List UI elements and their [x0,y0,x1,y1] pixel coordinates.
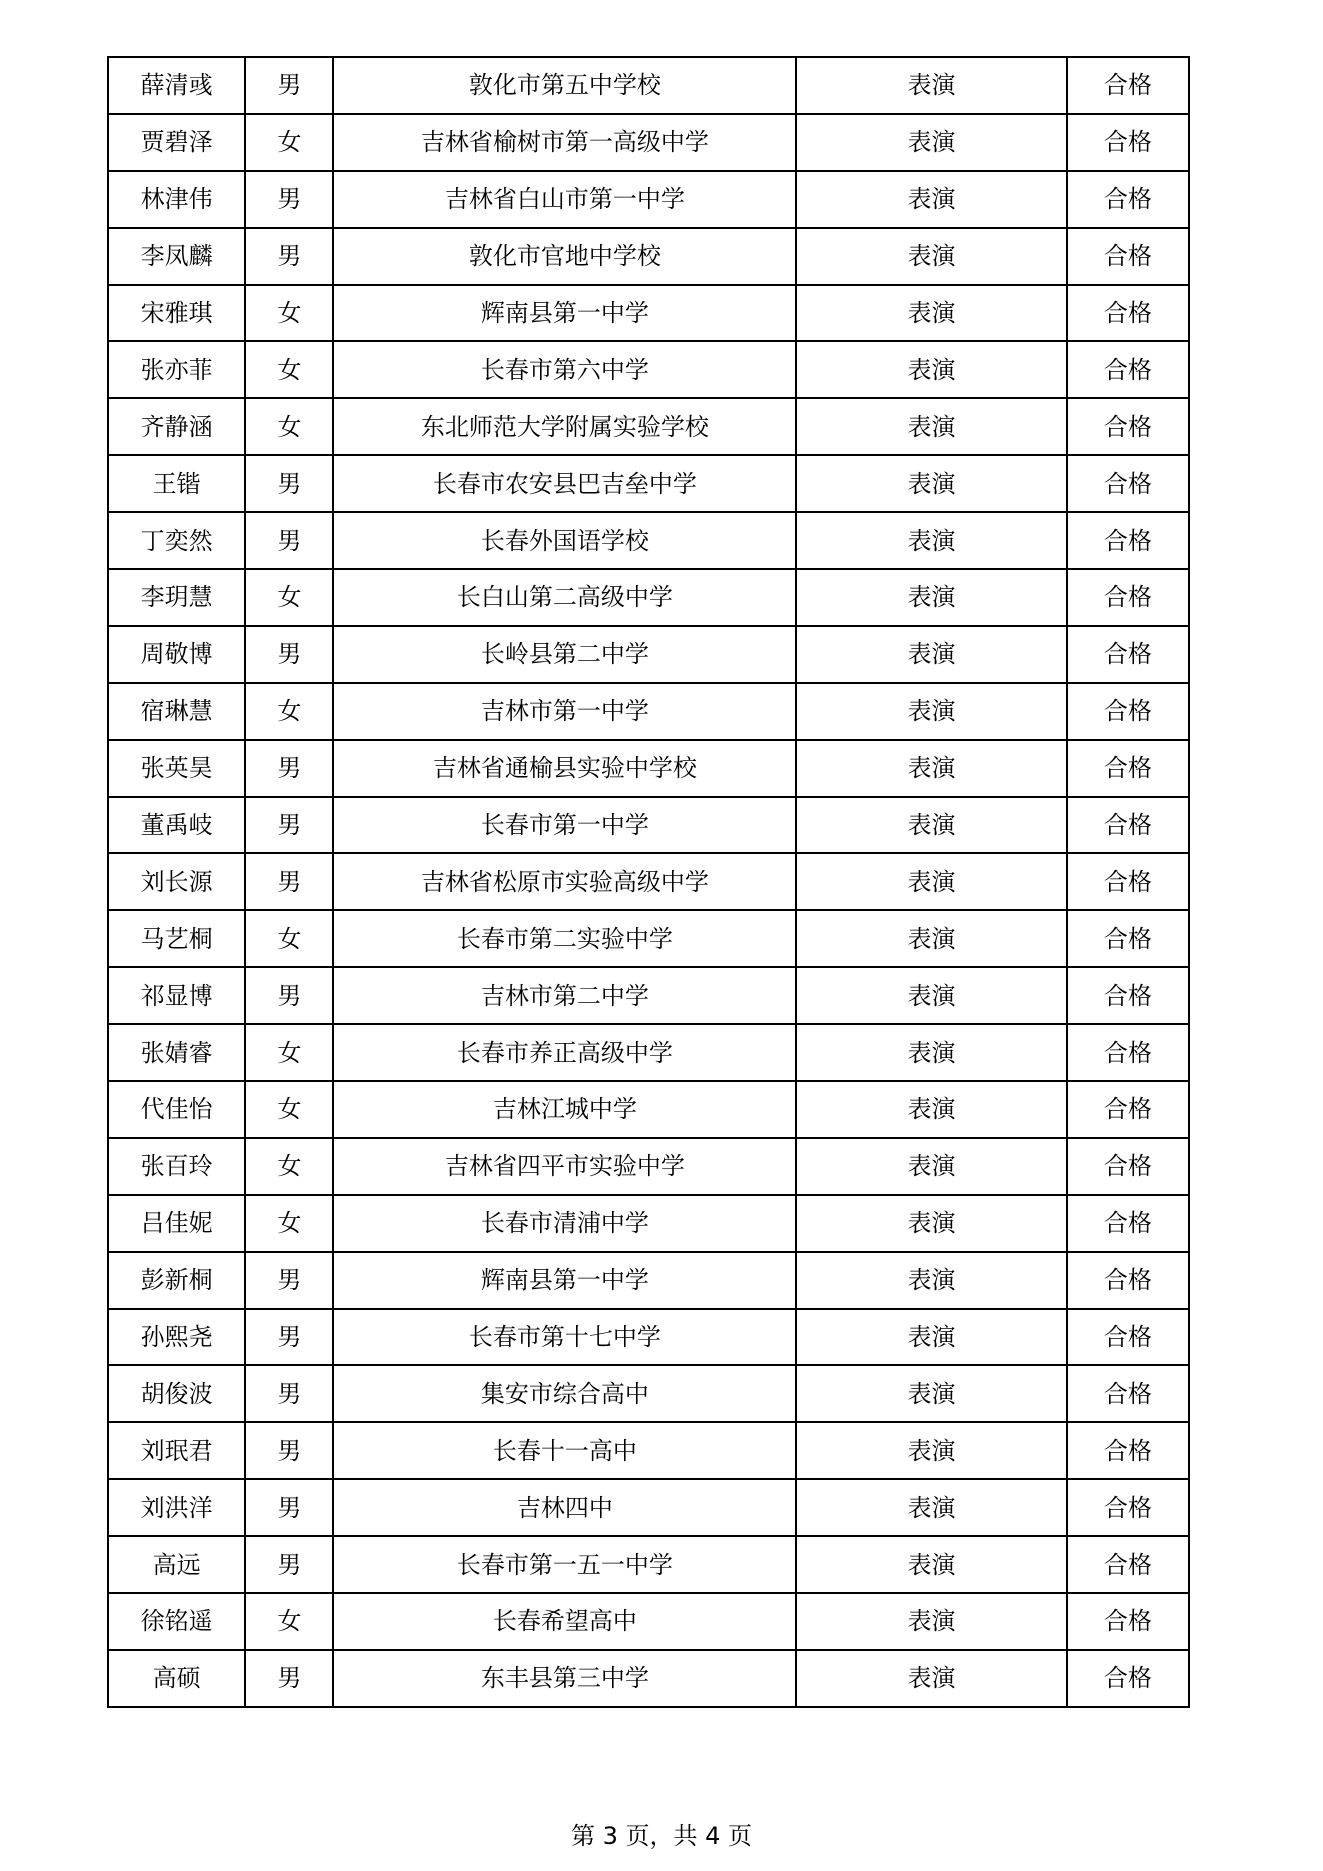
name-cell: 高硕 [108,1650,245,1707]
category-cell: 表演 [796,512,1067,569]
school-cell: 长春希望高中 [333,1593,796,1650]
category-cell: 表演 [796,1252,1067,1309]
name-cell: 林津伟 [108,171,245,228]
result-cell: 合格 [1067,1195,1189,1252]
name-cell: 祁显博 [108,967,245,1024]
category-cell: 表演 [796,1365,1067,1422]
gender-cell: 男 [245,512,333,569]
result-cell: 合格 [1067,1422,1189,1479]
table-row [108,1309,1189,1366]
table-row [108,228,1189,285]
result-cell: 合格 [1067,1138,1189,1195]
category-cell: 表演 [796,1422,1067,1479]
gender-cell: 男 [245,1422,333,1479]
gender-cell: 女 [245,398,333,455]
name-cell: 张婧睿 [108,1024,245,1081]
gender-cell: 男 [245,57,333,114]
school-cell: 吉林江城中学 [333,1081,796,1138]
table-row [108,455,1189,512]
category-cell: 表演 [796,740,1067,797]
name-cell: 吕佳妮 [108,1195,245,1252]
category-cell: 表演 [796,910,1067,967]
category-cell: 表演 [796,1024,1067,1081]
result-cell: 合格 [1067,569,1189,626]
name-cell: 孙熙尧 [108,1309,245,1366]
name-cell: 马艺桐 [108,910,245,967]
table-row [108,512,1189,569]
category-cell: 表演 [796,853,1067,910]
category-cell: 表演 [796,57,1067,114]
school-cell: 东北师范大学附属实验学校 [333,398,796,455]
school-cell: 吉林省白山市第一中学 [333,171,796,228]
school-cell: 吉林市第二中学 [333,967,796,1024]
gender-cell: 男 [245,797,333,854]
name-cell: 薛清彧 [108,57,245,114]
gender-cell: 男 [245,1479,333,1536]
result-cell: 合格 [1067,341,1189,398]
name-cell: 徐铭遥 [108,1593,245,1650]
table-row [108,853,1189,910]
gender-cell: 男 [245,1309,333,1366]
result-cell: 合格 [1067,1650,1189,1707]
gender-cell: 男 [245,455,333,512]
name-cell: 刘洪洋 [108,1479,245,1536]
school-cell: 吉林省四平市实验中学 [333,1138,796,1195]
gender-cell: 女 [245,1081,333,1138]
name-cell: 贾碧泽 [108,114,245,171]
school-cell: 吉林省通榆县实验中学校 [333,740,796,797]
category-cell: 表演 [796,1309,1067,1366]
school-cell: 东丰县第三中学 [333,1650,796,1707]
category-cell: 表演 [796,626,1067,683]
name-cell: 张英昊 [108,740,245,797]
table-row [108,1138,1189,1195]
table-row [108,797,1189,854]
name-cell: 齐静涵 [108,398,245,455]
gender-cell: 男 [245,171,333,228]
name-cell: 刘长源 [108,853,245,910]
result-cell: 合格 [1067,1309,1189,1366]
name-cell: 宿琳慧 [108,683,245,740]
category-cell: 表演 [796,1138,1067,1195]
gender-cell: 女 [245,114,333,171]
result-cell: 合格 [1067,797,1189,854]
result-cell: 合格 [1067,228,1189,285]
table-row [108,171,1189,228]
table-row [108,1081,1189,1138]
name-cell: 彭新桐 [108,1252,245,1309]
school-cell: 长岭县第二中学 [333,626,796,683]
gender-cell: 女 [245,285,333,342]
school-cell: 敦化市第五中学校 [333,57,796,114]
name-cell: 周敬博 [108,626,245,683]
table-body [108,57,1189,1707]
result-cell: 合格 [1067,512,1189,569]
category-cell: 表演 [796,228,1067,285]
school-cell: 长春市养正高级中学 [333,1024,796,1081]
table-row [108,1024,1189,1081]
results-table [107,56,1190,1708]
result-cell: 合格 [1067,626,1189,683]
gender-cell: 男 [245,967,333,1024]
result-cell: 合格 [1067,171,1189,228]
category-cell: 表演 [796,1479,1067,1536]
school-cell: 长春市清浦中学 [333,1195,796,1252]
result-cell: 合格 [1067,683,1189,740]
category-cell: 表演 [796,683,1067,740]
table-row [108,1479,1189,1536]
name-cell: 丁奕然 [108,512,245,569]
gender-cell: 男 [245,1252,333,1309]
table-row [108,1252,1189,1309]
gender-cell: 男 [245,1650,333,1707]
result-cell: 合格 [1067,1252,1189,1309]
gender-cell: 女 [245,1593,333,1650]
result-cell: 合格 [1067,57,1189,114]
result-cell: 合格 [1067,285,1189,342]
gender-cell: 女 [245,910,333,967]
school-cell: 吉林省榆树市第一高级中学 [333,114,796,171]
table-row [108,341,1189,398]
school-cell: 辉南县第一中学 [333,285,796,342]
result-cell: 合格 [1067,114,1189,171]
category-cell: 表演 [796,398,1067,455]
result-cell: 合格 [1067,398,1189,455]
name-cell: 董禹岐 [108,797,245,854]
table-row [108,1650,1189,1707]
table-row [108,398,1189,455]
category-cell: 表演 [796,1195,1067,1252]
category-cell: 表演 [796,1081,1067,1138]
school-cell: 长白山第二高级中学 [333,569,796,626]
table-row [108,1536,1189,1593]
school-cell: 吉林四中 [333,1479,796,1536]
table-row [108,569,1189,626]
gender-cell: 女 [245,569,333,626]
school-cell: 敦化市官地中学校 [333,228,796,285]
result-cell: 合格 [1067,740,1189,797]
result-cell: 合格 [1067,1479,1189,1536]
table-row [108,626,1189,683]
table-row [108,1593,1189,1650]
school-cell: 长春十一高中 [333,1422,796,1479]
school-cell: 长春市第一中学 [333,797,796,854]
table-row [108,285,1189,342]
name-cell: 宋雅琪 [108,285,245,342]
school-cell: 长春市第六中学 [333,341,796,398]
table-row [108,910,1189,967]
gender-cell: 女 [245,341,333,398]
school-cell: 辉南县第一中学 [333,1252,796,1309]
name-cell: 刘珉君 [108,1422,245,1479]
category-cell: 表演 [796,171,1067,228]
category-cell: 表演 [796,341,1067,398]
name-cell: 张百玲 [108,1138,245,1195]
result-cell: 合格 [1067,1024,1189,1081]
category-cell: 表演 [796,1536,1067,1593]
category-cell: 表演 [796,1593,1067,1650]
result-cell: 合格 [1067,1365,1189,1422]
category-cell: 表演 [796,455,1067,512]
school-cell: 吉林市第一中学 [333,683,796,740]
school-cell: 长春市第一五一中学 [333,1536,796,1593]
result-cell: 合格 [1067,1536,1189,1593]
name-cell: 李玥慧 [108,569,245,626]
school-cell: 长春外国语学校 [333,512,796,569]
result-cell: 合格 [1067,853,1189,910]
category-cell: 表演 [796,114,1067,171]
name-cell: 代佳怡 [108,1081,245,1138]
gender-cell: 女 [245,683,333,740]
result-cell: 合格 [1067,455,1189,512]
category-cell: 表演 [796,1650,1067,1707]
gender-cell: 男 [245,626,333,683]
name-cell: 张亦菲 [108,341,245,398]
category-cell: 表演 [796,285,1067,342]
name-cell: 王锴 [108,455,245,512]
result-cell: 合格 [1067,1081,1189,1138]
page-number-footer: 第 3 页，共 4 页 [570,1822,753,1850]
school-cell: 长春市农安县巴吉垒中学 [333,455,796,512]
gender-cell: 男 [245,1536,333,1593]
school-cell: 集安市综合高中 [333,1365,796,1422]
gender-cell: 男 [245,228,333,285]
table-row [108,114,1189,171]
category-cell: 表演 [796,569,1067,626]
category-cell: 表演 [796,797,1067,854]
result-cell: 合格 [1067,1593,1189,1650]
gender-cell: 男 [245,1365,333,1422]
table-row [108,1195,1189,1252]
category-cell: 表演 [796,967,1067,1024]
gender-cell: 男 [245,853,333,910]
table-row [108,967,1189,1024]
school-cell: 长春市第二实验中学 [333,910,796,967]
table-row [108,57,1189,114]
name-cell: 李凤麟 [108,228,245,285]
gender-cell: 女 [245,1024,333,1081]
name-cell: 胡俊波 [108,1365,245,1422]
table-row [108,740,1189,797]
gender-cell: 男 [245,740,333,797]
gender-cell: 女 [245,1195,333,1252]
table-row [108,1365,1189,1422]
table-row [108,683,1189,740]
school-cell: 吉林省松原市实验高级中学 [333,853,796,910]
name-cell: 高远 [108,1536,245,1593]
table-row [108,1422,1189,1479]
result-cell: 合格 [1067,910,1189,967]
school-cell: 长春市第十七中学 [333,1309,796,1366]
result-cell: 合格 [1067,967,1189,1024]
gender-cell: 女 [245,1138,333,1195]
